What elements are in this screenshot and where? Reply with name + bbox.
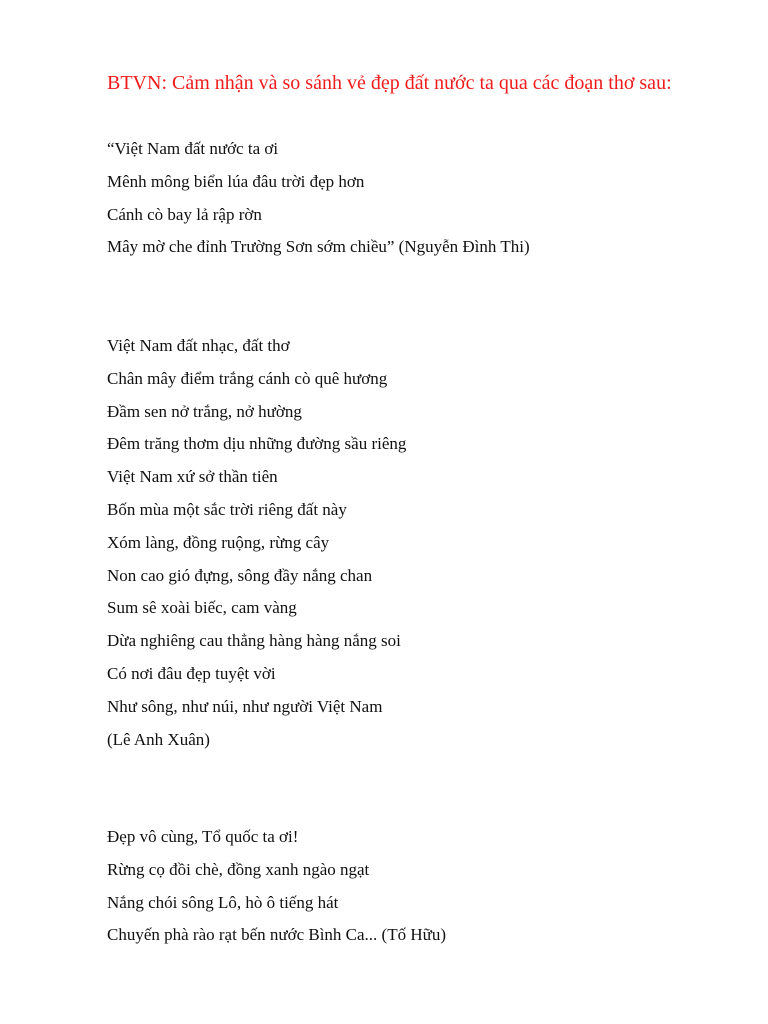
assignment-title: BTVN: Cảm nhận và so sánh vẻ đẹp đất nước ta qua các đoạn thơ sau: [107, 72, 672, 94]
poem-line: Mênh mông biển lúa đâu trời đẹp hơn [107, 171, 365, 191]
poem-line: Cánh cò bay lả rập rờn [107, 204, 262, 224]
poem-stanza-2 [107, 330, 406, 756]
poem-line: Như sông, như núi, như người Việt Nam [107, 696, 383, 716]
poem-line: Chuyến phà rào rạt bến nước Bình Ca... (Tố Hữu) [107, 925, 447, 945]
poem-line: Mây mờ che đỉnh Trường Sơn sớm chiều” (Nguyễn Đình Thi) [107, 237, 530, 257]
poem-line: Rừng cọ đồi chè, đồng xanh ngào ngạt [107, 859, 370, 879]
poem-attribution: (Lê Anh Xuân) [107, 729, 210, 749]
poem-line: Đêm trăng thơm dịu những đường sầu riêng [107, 434, 407, 454]
poem-line: Có nơi đâu đẹp tuyệt vời [107, 663, 276, 683]
poem-stanza-3 [107, 821, 446, 952]
poem-line: Chân mây điểm trắng cánh cò quê hương [107, 368, 388, 388]
poem-line: Việt Nam xứ sở thần tiên [107, 467, 278, 487]
poem-line: Xóm làng, đồng ruộng, rừng cây [107, 532, 330, 552]
poem-line: Đẹp vô cùng, Tổ quốc ta ơi! [107, 827, 299, 846]
poem-line: Dừa nghiêng cau thẳng hàng hàng nắng soi [107, 631, 401, 651]
poem-line: Nắng chói sông Lô, hò ô tiếng hát [107, 892, 339, 912]
poem-line: Sum sê xoài biếc, cam vàng [107, 598, 297, 618]
poem-line: Non cao gió đựng, sông đầy nắng chan [107, 565, 373, 585]
poem-line: “Việt Nam đất nước ta ơi [107, 139, 279, 158]
poem-line: Việt Nam đất nhạc, đất thơ [107, 336, 290, 355]
poem-stanza-1 [107, 133, 530, 264]
poem-line: Đầm sen nở trắng, nở hường [107, 401, 302, 421]
poem-line: Bốn mùa một sắc trời riêng đất này [107, 499, 347, 519]
